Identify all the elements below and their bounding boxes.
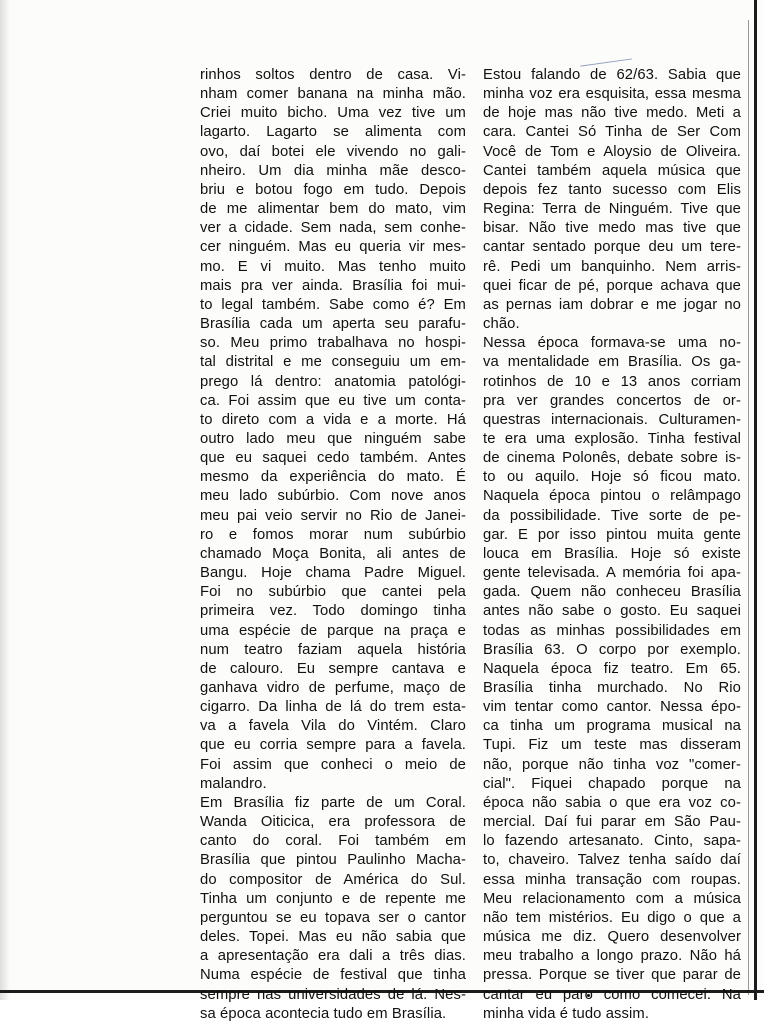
- text-line: quei ficar de pé, porque achava que: [483, 277, 741, 294]
- scan-edge-shadow: [0, 0, 10, 1000]
- text-line: todas as minhas possibilidades em: [483, 622, 741, 639]
- text-line: to ou aquilo. Hoje só ficou mato.: [483, 469, 741, 486]
- text-line: Nessa época formava-se uma no-: [483, 335, 741, 352]
- text-line: pra ver grandes concertos de or-: [483, 392, 741, 409]
- text-line: perguntou se eu topava ser o cantor: [200, 909, 466, 926]
- text-line: canto do coral. Foi também em: [200, 833, 466, 850]
- text-line: primeira vez. Todo domingo tinha: [200, 603, 466, 620]
- page-inner-edge-line: [748, 20, 749, 995]
- text-line: do compositor de América do Sul.: [200, 871, 466, 888]
- text-line: mais pra ver ainda. Brasília foi mui-: [200, 277, 466, 294]
- text-line: essa minha transação com roupas.: [483, 871, 741, 888]
- text-line: Brasília que pintou Paulinho Macha-: [200, 852, 466, 869]
- text-line: ganhava vidro de perfume, maço de: [200, 680, 466, 696]
- text-line: cara. Cantei Só Tinha de Ser Com: [483, 124, 741, 141]
- text-line: Você de Tom e Aloysio de Oliveira.: [483, 143, 741, 160]
- text-line: ro e fomos morar num subúrbio: [200, 526, 466, 543]
- text-line: cantar sentado porque deu um tere-: [483, 239, 741, 256]
- text-line: não, porque não tinha voz "comer-: [483, 756, 741, 773]
- text-line: louca em Brasília. Hoje só existe: [483, 545, 741, 562]
- text-line: nheiro. Um dia minha mãe desco-: [200, 162, 466, 179]
- text-line: Meu relacionamento com a música: [483, 890, 741, 907]
- text-line: sa época acontecia tudo em Brasília.: [200, 1005, 447, 1022]
- text-line: va a favela Vila do Vintém. Claro: [200, 718, 466, 735]
- text-line: num teatro faziam aquela história: [200, 641, 466, 658]
- text-line: briu e botou fogo em tudo. Depois: [200, 181, 466, 198]
- right-text-column: [483, 66, 741, 1024]
- text-line: to, chaveiro. Talvez tenha saído daí: [483, 852, 741, 869]
- page-right-border: [754, 0, 757, 1000]
- text-line: que eu saquei cedo também. Antes: [200, 450, 466, 467]
- text-line: antes não sabe o gosto. Eu saquei: [483, 603, 741, 620]
- text-line: Estou falando de 62/63. Sabia que: [483, 67, 741, 83]
- text-line: to legal também. Sabe como é? Em: [200, 296, 466, 313]
- text-line: Bangu. Hoje chama Padre Miguel.: [200, 565, 466, 582]
- text-line: ver a cidade. Sem nada, sem conhe-: [200, 220, 466, 237]
- text-line: que eu corria sempre para a favela.: [200, 737, 466, 754]
- text-line: meu pai veio servir no Rio de Janei-: [200, 507, 466, 524]
- text-line: gada. Quem não conheceu Brasília: [483, 584, 741, 601]
- text-line: vim tentar como cantor. Nessa épo-: [483, 699, 741, 716]
- text-line: prego lá dentro: anatomia patológi-: [200, 373, 466, 390]
- text-line: meu lado subúrbio. Com nove anos: [200, 488, 466, 505]
- text-line: minha voz era esquisita, essa mesma: [483, 86, 741, 103]
- text-line: a apresentação era dali a três dias.: [200, 948, 466, 965]
- text-line: Naquela época pintou o relâmpago: [483, 488, 741, 505]
- text-line: so. Meu primo trabalhava no hospi-: [200, 335, 466, 352]
- text-line: rinhos soltos dentro de casa. Vi-: [200, 67, 466, 83]
- text-line: to direto com a vida e a morte. Há: [200, 411, 466, 428]
- text-line: questras internacionais. Culturamen-: [483, 411, 741, 428]
- text-line: ca tinha um programa musical na: [483, 718, 741, 735]
- text-line: música me diz. Quero desenvolver: [483, 929, 741, 946]
- text-line: Tupi. Fiz um teste mas disseram: [483, 737, 741, 754]
- text-line: depois fez tanto sucesso com Elis: [483, 181, 741, 198]
- text-line: cantar eu paro como comecei. Na: [483, 986, 741, 1003]
- text-line: ovo, daí botei ele vivendo no gali-: [200, 143, 466, 160]
- text-line: gar. E por isso pintou muita gente: [483, 526, 741, 543]
- text-line: Regina: Terra de Ninguém. Tive que: [483, 201, 741, 218]
- text-line: Tinha um conjunto e de repente me: [200, 890, 466, 907]
- text-line: pressa. Porque se tiver que parar de: [483, 967, 741, 984]
- text-line: Foi no subúrbio que cantei pela: [200, 584, 466, 601]
- text-line: chamado Moça Bonita, ali antes de: [200, 545, 466, 562]
- text-line: nham comer banana na minha mão.: [200, 86, 466, 103]
- text-line: Criei muito bicho. Uma vez tive um: [200, 105, 466, 122]
- text-line: te era uma explosão. Tinha festival: [483, 430, 741, 447]
- text-line: Numa espécie de festival que tinha: [200, 967, 466, 984]
- text-line: bisar. Não tive medo mas tive que: [483, 220, 741, 237]
- text-line: uma espécie de parque na praça e: [200, 622, 466, 639]
- text-line: ca. Foi assim que eu tive um conta-: [200, 392, 466, 409]
- text-line: tal distrital e me conseguiu um em-: [200, 354, 466, 371]
- text-line: da possibilidade. Tive sorte de pe-: [483, 507, 741, 524]
- text-line: deles. Topei. Mas eu não sabia que: [200, 929, 466, 946]
- text-line: rê. Pedi um banquinho. Nem arris-: [483, 258, 741, 275]
- text-line: rotinhos de 10 e 13 anos corriam: [483, 373, 741, 390]
- text-line: Brasília tinha murchado. No Rio: [483, 680, 741, 696]
- text-line: época não sabia o que era voz co-: [483, 794, 741, 811]
- text-line: Em Brasília fiz parte de um Coral.: [200, 794, 466, 811]
- text-line: outro lado meu que ninguém sabe: [200, 430, 466, 447]
- text-line: gente televisada. A memória foi apa-: [483, 565, 741, 582]
- text-line: lo fazendo artesanato. Cinto, sapa-: [483, 833, 741, 850]
- text-line: chão.: [483, 316, 520, 333]
- left-text-column: [200, 66, 466, 1024]
- text-line: não tem mistérios. Eu digo o que a: [483, 909, 741, 926]
- text-line: Cantei também aquela música que: [483, 162, 741, 179]
- text-line: meu trabalho a longo prazo. Não há: [483, 948, 741, 965]
- text-line: Wanda Oiticica, era professora de: [200, 814, 466, 831]
- text-line: cigarro. Da linha de lá do trem esta-: [200, 699, 466, 716]
- text-line: Brasília 63. O corpo por exemplo.: [483, 641, 741, 658]
- text-line: Naquela época fiz teatro. Em 65.: [483, 660, 741, 677]
- text-line: sempre nas universidades de lá. Nes-: [200, 986, 466, 1003]
- text-line: mo. E vi muito. Mas tenho muito: [200, 258, 466, 275]
- text-line: lagarto. Lagarto se alimenta com: [200, 124, 466, 141]
- text-line: de calouro. Eu sempre cantava e: [200, 660, 466, 677]
- text-line: mercial. Daí fui parar em São Pau-: [483, 814, 741, 831]
- text-line: cial". Fiquei chapado porque na: [483, 775, 741, 792]
- text-line: cer ninguém. Mas eu queria vir mes-: [200, 239, 466, 256]
- text-line: de me alimentar bem do mato, vim: [200, 201, 466, 218]
- text-line: as pernas iam dobrar e me jogar no: [483, 296, 741, 313]
- text-line: malandro.: [200, 775, 267, 792]
- text-line: Brasília cada um aperta seu parafu-: [200, 316, 466, 333]
- text-line: de hoje mas não tive medo. Meti a: [483, 105, 741, 122]
- text-line: Foi assim que conheci o meio de: [200, 756, 466, 773]
- text-line: de cinema Polonês, debate sobre is-: [483, 450, 741, 467]
- text-line: va mentalidade em Brasília. Os ga-: [483, 354, 741, 371]
- text-line: minha vida é tudo assim.: [483, 1005, 650, 1022]
- text-line: mesmo da experiência do mato. É: [200, 469, 466, 486]
